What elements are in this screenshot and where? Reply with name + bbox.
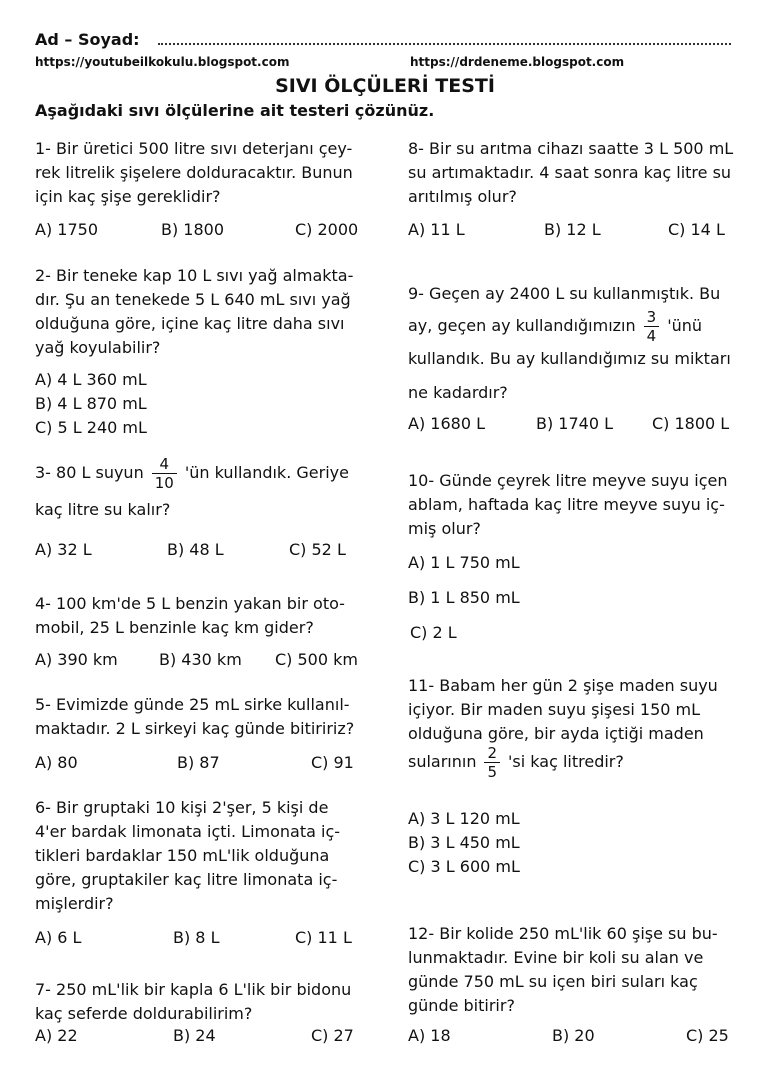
option-c[interactable]: C) 2000: [295, 220, 359, 239]
question-10: [408, 469, 748, 541]
option-b[interactable]: B) 20: [552, 1026, 595, 1045]
fraction: [484, 744, 500, 781]
question-text: ay, geçen ay kullandığımızın: [408, 316, 636, 335]
question-text: mişlerdir?: [35, 894, 114, 913]
question-text: olduğuna göre, içine kaç litre daha sıvı: [35, 314, 345, 333]
question-text: mobil, 25 L benzinle kaç km gider?: [35, 618, 314, 637]
question-text: 'ünü: [667, 316, 703, 335]
question-text: 5- Evimizde günde 25 mL sirke kullanıl-: [35, 695, 350, 714]
option-c[interactable]: C) 25: [686, 1026, 729, 1045]
fraction: [152, 455, 177, 492]
option-a[interactable]: A) 1680 L: [408, 414, 485, 433]
option-c[interactable]: C) 3 L 600 mL: [408, 857, 520, 876]
option-c[interactable]: C) 1800 L: [652, 414, 730, 433]
url-left[interactable]: https://youtubeilkokulu.blogspot.com: [35, 55, 290, 69]
option-c[interactable]: C) 500 km: [275, 650, 358, 669]
question-text: 7- 250 mL'lik bir kapla 6 L'lik bir bidonu: [35, 980, 352, 999]
question-text: 10- Günde çeyrek litre meyve suyu içen: [408, 471, 728, 490]
option-b[interactable]: B) 48 L: [167, 540, 224, 559]
question-text: olduğuna göre, bir ayda içtiği maden: [408, 724, 704, 743]
fraction-numerator: 4: [152, 455, 177, 474]
question-9: [408, 282, 753, 405]
option-b[interactable]: B) 1 L 850 mL: [408, 588, 520, 607]
instruction: Aşağıdaki sıvı ölçülerine ait testeri çözünüz.: [35, 101, 435, 120]
question-3: [35, 455, 375, 522]
question-text: dır. Şu an tenekede 5 L 640 mL sıvı yağ: [35, 290, 351, 309]
question-text: kullandık. Bu ay kullandığımız su miktarı: [408, 349, 731, 368]
option-b[interactable]: B) 1740 L: [536, 414, 614, 433]
question-text: 'si kaç litredir?: [508, 752, 624, 771]
page-title: SIVI ÖLÇÜLERİ TESTİ: [275, 75, 495, 97]
fraction: [644, 308, 660, 345]
question-7: [35, 978, 375, 1026]
option-b[interactable]: B) 8 L: [173, 928, 220, 947]
option-b[interactable]: B) 430 km: [159, 650, 242, 669]
question-text: 4'er bardak limonata içti. Limonata iç-: [35, 822, 341, 841]
fraction-denominator: 5: [487, 763, 498, 781]
question-text: 'ün kullandık. Geriye: [184, 463, 349, 482]
question-12: [408, 922, 748, 1018]
option-b[interactable]: B) 24: [173, 1026, 216, 1045]
fraction-denominator: 4: [646, 327, 657, 345]
question-text: lunmaktadır. Evine bir koli su alan ve: [408, 948, 704, 967]
option-c[interactable]: C) 11 L: [295, 928, 352, 947]
question-text: rek litrelik şişelere dolduracaktır. Bunun: [35, 163, 353, 182]
question-text: 8- Bir su arıtma cihazı saatte 3 L 500 mL: [408, 139, 734, 158]
question-text: arıtılmış olur?: [408, 187, 517, 206]
question-text: tikleri bardaklar 150 mL'lik olduğuna: [35, 846, 330, 865]
question-text: miş olur?: [408, 519, 481, 538]
question-8: [408, 137, 748, 209]
option-a[interactable]: A) 4 L 360 mL: [35, 370, 147, 389]
option-c[interactable]: C) 2 L: [410, 623, 457, 642]
question-text: 3- 80 L suyun: [35, 463, 144, 482]
question-text: göre, gruptakiler kaç litre limonata iç-: [35, 870, 338, 889]
question-text: 6- Bir gruptaki 10 kişi 2'şer, 5 kişi de: [35, 798, 329, 817]
option-c[interactable]: C) 14 L: [668, 220, 725, 239]
question-6: [35, 796, 375, 916]
option-b[interactable]: B) 1800: [161, 220, 225, 239]
option-a[interactable]: A) 390 km: [35, 650, 118, 669]
option-a[interactable]: A) 6 L: [35, 928, 82, 947]
option-c[interactable]: C) 52 L: [289, 540, 346, 559]
option-c[interactable]: C) 91: [311, 753, 354, 772]
option-a[interactable]: A) 32 L: [35, 540, 92, 559]
option-b[interactable]: B) 87: [177, 753, 220, 772]
option-b[interactable]: B) 3 L 450 mL: [408, 833, 520, 852]
question-text: için kaç şişe gereklidir?: [35, 187, 221, 206]
fraction-numerator: 2: [484, 744, 500, 763]
question-text: su artımaktadır. 4 saat sonra kaç litre su: [408, 163, 732, 182]
option-b[interactable]: B) 12 L: [544, 220, 601, 239]
question-5: [35, 693, 375, 741]
option-a[interactable]: A) 18: [408, 1026, 451, 1045]
question-text: yağ koyulabilir?: [35, 338, 161, 357]
question-text: 11- Babam her gün 2 şişe maden suyu: [408, 676, 718, 695]
question-text: 12- Bir kolide 250 mL'lik 60 şişe su bu-: [408, 924, 718, 943]
url-right[interactable]: https://drdeneme.blogspot.com: [410, 55, 625, 69]
option-a[interactable]: A) 3 L 120 mL: [408, 809, 520, 828]
question-text: içiyor. Bir maden suyu şişesi 150 mL: [408, 700, 701, 719]
option-a[interactable]: A) 1 L 750 mL: [408, 553, 520, 572]
option-a[interactable]: A) 1750: [35, 220, 98, 239]
option-c[interactable]: C) 5 L 240 mL: [35, 418, 147, 437]
name-label: Ad – Soyad:: [35, 30, 140, 49]
question-11: [408, 674, 753, 781]
question-text: 2- Bir teneke kap 10 L sıvı yağ almakta-: [35, 266, 354, 285]
name-fill-line: [158, 43, 731, 45]
option-a[interactable]: A) 80: [35, 753, 78, 772]
question-text: maktadır. 2 L sirkeyi kaç günde bitiririz?: [35, 719, 355, 738]
option-b[interactable]: B) 4 L 870 mL: [35, 394, 147, 413]
question-text: 4- 100 km'de 5 L benzin yakan bir oto-: [35, 594, 345, 613]
question-text: kaç seferde doldurabilirim?: [35, 1004, 253, 1023]
option-c[interactable]: C) 27: [311, 1026, 354, 1045]
options-2: [35, 368, 147, 440]
question-2: [35, 264, 375, 360]
question-text: ne kadardır?: [408, 383, 508, 402]
fraction-denominator: 10: [154, 474, 174, 492]
question-text: 9- Geçen ay 2400 L su kullanmıştık. Bu: [408, 284, 721, 303]
option-a[interactable]: A) 22: [35, 1026, 78, 1045]
fraction-numerator: 3: [644, 308, 660, 327]
question-text: ablam, haftada kaç litre meyve suyu iç-: [408, 495, 725, 514]
option-a[interactable]: A) 11 L: [408, 220, 465, 239]
options-11: [408, 807, 520, 879]
question-text: sularının: [408, 752, 477, 771]
question-1: [35, 137, 375, 209]
question-text: kaç litre su kalır?: [35, 500, 171, 519]
question-4: [35, 592, 375, 640]
question-text: günde 750 mL su içen biri suları kaç: [408, 972, 698, 991]
question-text: günde bitirir?: [408, 996, 515, 1015]
question-text: 1- Bir üretici 500 litre sıvı deterjanı çey-: [35, 139, 353, 158]
